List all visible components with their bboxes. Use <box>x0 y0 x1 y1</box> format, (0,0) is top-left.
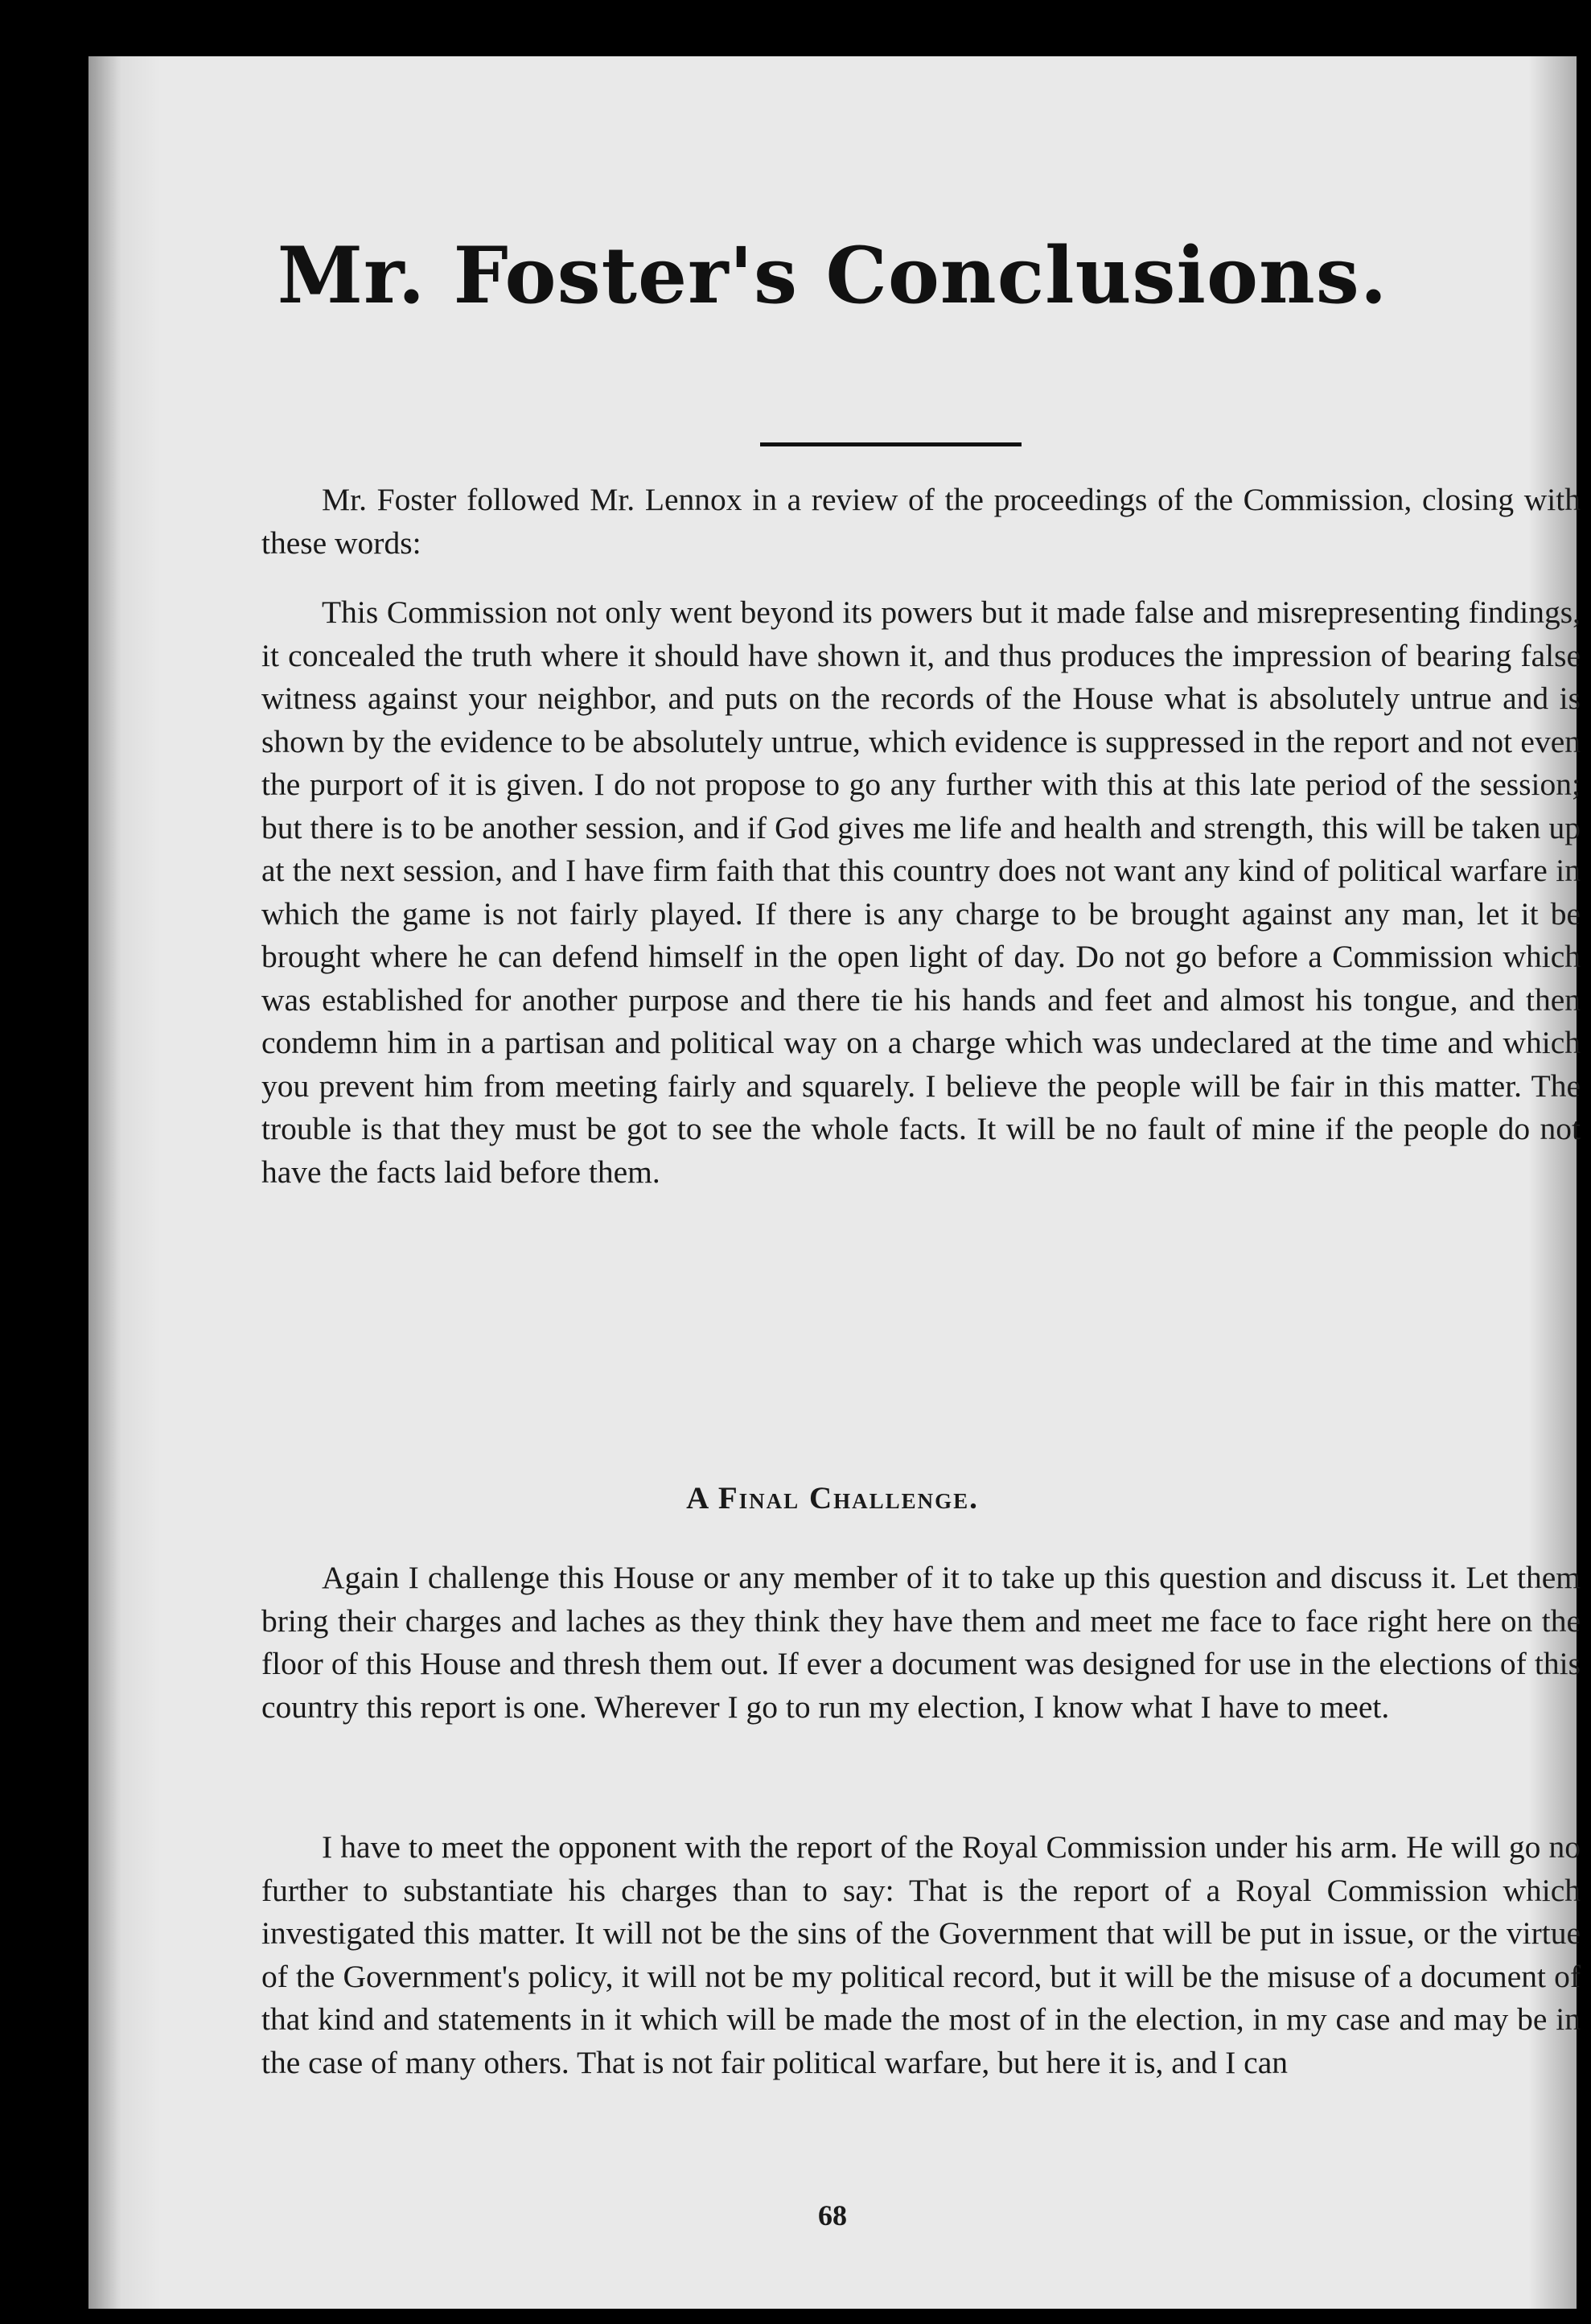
document-page <box>88 56 1581 2309</box>
intro-paragraph <box>261 479 1581 565</box>
intro-text: Mr. Foster followed Mr. Lennox in a review of the proceedings of the Commission, closing with these words: <box>261 482 1581 561</box>
challenge-paragraph <box>261 1557 1581 1729</box>
opponent-paragraph <box>261 1826 1581 2084</box>
opponent-text: I have to meet the opponent with the report of the Royal Commission under his arm. He will go no further to substantiate his charges than to say: That is the report of a Royal Commission which investigated this matter. It will not be the sins of the Government that will be put in issue, or the virtue of the Government's policy, it will not be my political record, but it will be the misuse of a document of that kind and statements in it which will be made the most of in the election, in my case and may be in the case of many others. That is not fair political warfare, but here it is, and I can <box>261 1829 1581 2080</box>
speech-text: This Commission not only went beyond its powers but it made false and misrepresenting findings, it concealed the truth where it should have shown it, and thus produces the impression of bearing false witness against your neighbor, and puts on the records of the House what is absolutely untrue and is shown by the evidence to be absolutely untrue, which evidence is suppressed in the report and not even the purport of it is given. I do not propose to go any further with this at this late period of the session; but there is to be another session, and if God gives me life and health and strength, this will be taken up at the next session, and I have firm faith that this country does not want any kind of political warfare in which the game is not fairly played. If there is any charge to be brought against any man, let it be brought where he can defend himself in the open light of day. Do not go before a Commission which was established for another purpose and there tie his hands and feet and almost his tongue, and then condemn him in a partisan and political way on a charge which was undeclared at the time and which you prevent him from meeting fairly and squarely. I believe the people will be fair in this matter. The trouble is that they must be got to see the whole facts. It will be no fault of mine if the people do not have the facts laid before them. <box>261 594 1581 1190</box>
speech-paragraph <box>261 591 1581 1194</box>
page-number: 68 <box>818 2199 847 2231</box>
section-heading: A Final Challenge. <box>686 1481 979 1516</box>
challenge-text: Again I challenge this House or any member of it to take up this question and discuss it. Let them bring their charges and laches as they think they have them and meet me face to face right here on the floor of this House and thresh them out. If ever a document was designed for use in the elections of this country this report is one. Wherever I go to run my election, I know what I have to meet. <box>261 1560 1581 1725</box>
page-title: Mr. Foster's Conclusions. <box>277 230 1388 321</box>
title-divider <box>760 442 1022 446</box>
